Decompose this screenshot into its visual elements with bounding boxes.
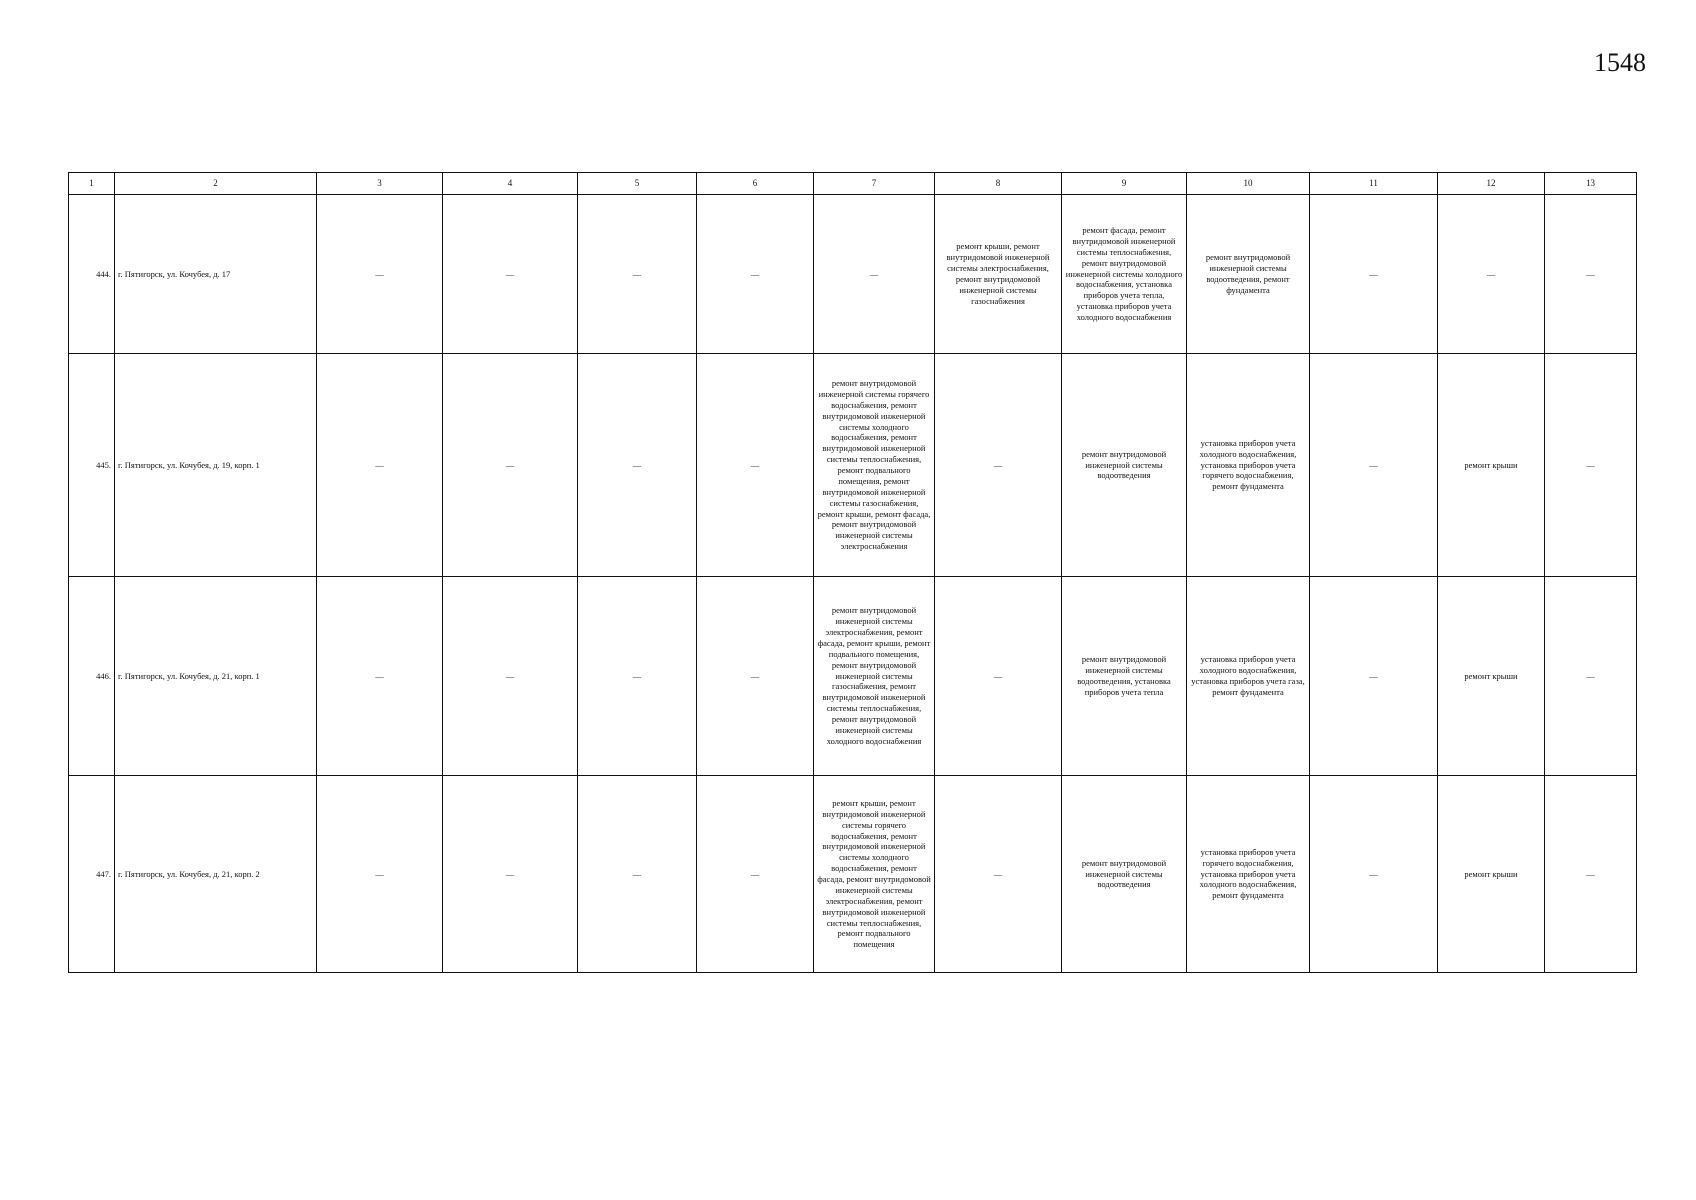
column-header: 1 bbox=[69, 173, 115, 195]
table-cell: ремонт внутридомовой инженерной системы водоотведения, ремонт фундамента bbox=[1187, 195, 1310, 354]
table-cell: — bbox=[578, 354, 697, 577]
row-number: 447. bbox=[69, 776, 115, 973]
column-header: 3 bbox=[317, 173, 443, 195]
table-cell: ремонт крыши bbox=[1438, 577, 1545, 776]
table-cell: — bbox=[443, 776, 578, 973]
table-cell: — bbox=[578, 577, 697, 776]
column-header: 5 bbox=[578, 173, 697, 195]
table-cell: — bbox=[697, 577, 814, 776]
column-header: 6 bbox=[697, 173, 814, 195]
table-cell: — bbox=[697, 195, 814, 354]
table-cell: — bbox=[578, 195, 697, 354]
table-cell: — bbox=[935, 354, 1062, 577]
table-cell: — bbox=[1310, 776, 1438, 973]
table-cell: — bbox=[1545, 776, 1637, 973]
table-cell: — bbox=[1310, 195, 1438, 354]
table-cell: — bbox=[1310, 577, 1438, 776]
column-header: 8 bbox=[935, 173, 1062, 195]
table-cell: — bbox=[1545, 354, 1637, 577]
table-row bbox=[69, 354, 1637, 577]
table-cell: установка приборов учета холодного водоснабжения, установка приборов учета горячего водоснабжения, ремонт фундамента bbox=[1187, 354, 1310, 577]
table-cell: ремонт крыши bbox=[1438, 354, 1545, 577]
table-cell: — bbox=[697, 776, 814, 973]
table-cell: установка приборов учета холодного водоснабжения, установка приборов учета газа, ремонт фундамента bbox=[1187, 577, 1310, 776]
column-header: 4 bbox=[443, 173, 578, 195]
table-cell: — bbox=[443, 195, 578, 354]
column-header: 13 bbox=[1545, 173, 1637, 195]
table-cell: — bbox=[814, 195, 935, 354]
works-table bbox=[68, 172, 1637, 973]
table-cell: — bbox=[935, 776, 1062, 973]
table-cell: — bbox=[317, 776, 443, 973]
column-header: 11 bbox=[1310, 173, 1438, 195]
column-header: 7 bbox=[814, 173, 935, 195]
table-cell: — bbox=[935, 577, 1062, 776]
table-cell: — bbox=[697, 354, 814, 577]
row-number: 445. bbox=[69, 354, 115, 577]
address-cell: г. Пятигорск, ул. Кочубея, д. 21, корп. 1 bbox=[115, 577, 317, 776]
table-row bbox=[69, 776, 1637, 973]
table-cell: — bbox=[1545, 577, 1637, 776]
table-cell: — bbox=[443, 577, 578, 776]
table-row bbox=[69, 195, 1637, 354]
column-header: 10 bbox=[1187, 173, 1310, 195]
table-cell: — bbox=[578, 776, 697, 973]
table-cell: — bbox=[1438, 195, 1545, 354]
table-cell: — bbox=[1310, 354, 1438, 577]
table-cell: ремонт внутридомовой инженерной системы электроснабжения, ремонт фасада, ремонт крыши, ремонт подвального помещения, ремонт внутридомовой инженерной системы газоснабжения, ремонт внутридомовой инженерной системы теплоснабжения, ремонт внутридомовой инженерной системы холодного водоснабжения bbox=[814, 577, 935, 776]
table-cell: ремонт внутридомовой инженерной системы водоотведения, установка приборов учета тепла bbox=[1062, 577, 1187, 776]
table-cell: — bbox=[317, 577, 443, 776]
table-cell: — bbox=[1545, 195, 1637, 354]
table-cell: — bbox=[317, 354, 443, 577]
page-number: 1548 bbox=[1594, 48, 1646, 77]
table-cell: ремонт крыши bbox=[1438, 776, 1545, 973]
table-cell: ремонт крыши, ремонт внутридомовой инженерной системы горячего водоснабжения, ремонт внутридомовой инженерной системы холодного водоснабжения, ремонт фасада, ремонт внутридомовой инженерной системы электроснабжения, ремонт внутридомовой инженерной системы теплоснабжения, ремонт подвального помещения bbox=[814, 776, 935, 973]
address-cell: г. Пятигорск, ул. Кочубея, д. 19, корп. 1 bbox=[115, 354, 317, 577]
row-number: 446. bbox=[69, 577, 115, 776]
table-cell: ремонт внутридомовой инженерной системы водоотведения bbox=[1062, 776, 1187, 973]
table-cell: — bbox=[317, 195, 443, 354]
address-cell: г. Пятигорск, ул. Кочубея, д. 21, корп. 2 bbox=[115, 776, 317, 973]
row-number: 444. bbox=[69, 195, 115, 354]
table-cell: — bbox=[443, 354, 578, 577]
column-header: 2 bbox=[115, 173, 317, 195]
address-cell: г. Пятигорск, ул. Кочубея, д. 17 bbox=[115, 195, 317, 354]
table-cell: установка приборов учета горячего водоснабжения, установка приборов учета холодного водоснабжения, ремонт фундамента bbox=[1187, 776, 1310, 973]
table-cell: ремонт фасада, ремонт внутридомовой инженерной системы теплоснабжения, ремонт внутридомовой инженерной системы холодного водоснабжения, установка приборов учета тепла, установка приборов учета холодного водоснабжения bbox=[1062, 195, 1187, 354]
table-cell: ремонт внутридомовой инженерной системы водоотведения bbox=[1062, 354, 1187, 577]
column-header: 9 bbox=[1062, 173, 1187, 195]
table-cell: ремонт крыши, ремонт внутридомовой инженерной системы электроснабжения, ремонт внутридомовой инженерной системы газоснабжения bbox=[935, 195, 1062, 354]
header-row bbox=[69, 173, 1637, 195]
table-cell: ремонт внутридомовой инженерной системы горячего водоснабжения, ремонт внутридомовой инженерной системы холодного водоснабжения, ремонт внутридомовой инженерной системы теплоснабжения, ремонт подвального помещения, ремонт внутридомовой инженерной системы газоснабжения, ремонт крыши, ремонт фасада, ремонт внутридомовой инженерной системы электроснабжения bbox=[814, 354, 935, 577]
table-row bbox=[69, 577, 1637, 776]
column-header: 12 bbox=[1438, 173, 1545, 195]
